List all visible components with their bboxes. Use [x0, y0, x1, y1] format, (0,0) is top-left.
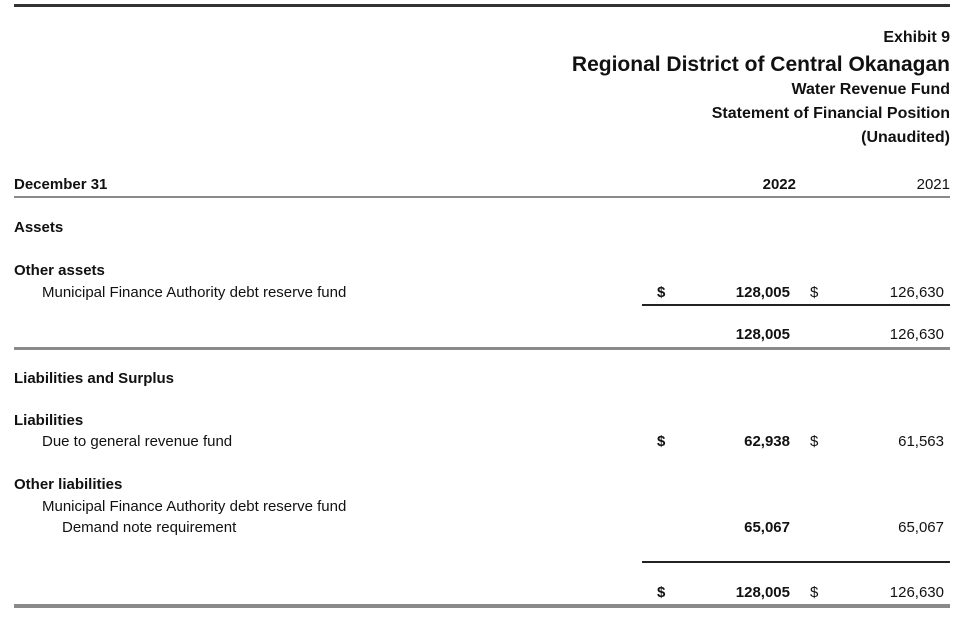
- total-assets-2022: 128,005: [735, 326, 790, 343]
- mfa-asset-label: Municipal Finance Authority debt reserve fund: [42, 284, 347, 301]
- liabilities-heading: Liabilities: [14, 412, 84, 429]
- mfa-asset-value-2022: 128,005: [735, 284, 790, 301]
- liabilities-surplus-heading: Liabilities and Surplus: [14, 370, 175, 387]
- exhibit-label: Exhibit 9: [883, 29, 950, 46]
- mfa-asset-value-2021: 126,630: [889, 284, 944, 301]
- assets-subtotal-rule: [642, 304, 950, 306]
- due-general-currency-2022: $: [657, 433, 666, 450]
- final-total-rule: [14, 604, 950, 608]
- total-assets-2021: 126,630: [889, 326, 944, 343]
- fund-name: Water Revenue Fund: [791, 81, 950, 98]
- prior-year-header: 2021: [916, 176, 950, 193]
- total-liabilities-value-2022: 128,005: [735, 584, 790, 601]
- total-liabilities-currency-2022: $: [657, 584, 666, 601]
- assets-heading: Assets: [14, 219, 64, 236]
- other-liabilities-heading: Other liabilities: [14, 476, 123, 493]
- audit-status: (Unaudited): [861, 129, 950, 146]
- due-general-value-2021: 61,563: [898, 433, 944, 450]
- mfa-liability-label: Municipal Finance Authority debt reserve fund: [42, 498, 347, 515]
- entity-title: Regional District of Central Okanagan: [571, 53, 950, 76]
- statement-title: Statement of Financial Position: [711, 105, 950, 122]
- liabilities-subtotal-rule: [642, 561, 950, 563]
- header-rule: [14, 196, 950, 198]
- mfa-asset-currency-2021: $: [810, 284, 819, 301]
- mfa-asset-currency-2022: $: [657, 284, 666, 301]
- other-assets-heading: Other assets: [14, 262, 105, 279]
- assets-total-rule: [14, 347, 950, 350]
- due-general-value-2022: 62,938: [744, 433, 790, 450]
- demand-note-value-2022: 65,067: [744, 519, 790, 536]
- demand-note-label: Demand note requirement: [62, 519, 237, 536]
- total-liabilities-value-2021: 126,630: [889, 584, 944, 601]
- due-general-label: Due to general revenue fund: [42, 433, 233, 450]
- demand-note-value-2021: 65,067: [898, 519, 944, 536]
- date-column-label: December 31: [14, 176, 108, 193]
- top-border: [14, 4, 950, 7]
- current-year-header: 2022: [762, 176, 796, 193]
- total-liabilities-currency-2021: $: [810, 584, 819, 601]
- due-general-currency-2021: $: [810, 433, 819, 450]
